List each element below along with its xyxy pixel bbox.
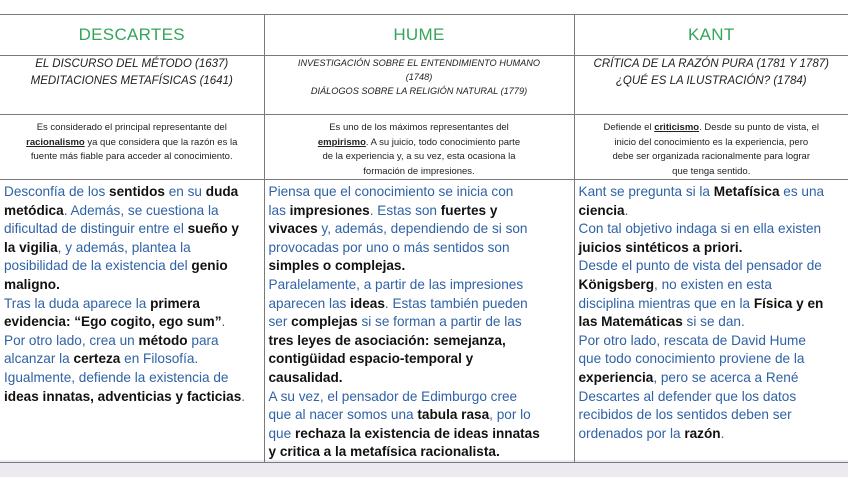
bold-phrase: Königsberg bbox=[578, 276, 655, 292]
bold-phrase: tres leyes de asociación: semejanza, bbox=[268, 332, 506, 348]
details-cell-kant bbox=[574, 180, 848, 463]
text-line: metódica. Además, se cuestiona la bbox=[4, 202, 219, 218]
bold-phrase: Física y en bbox=[753, 295, 824, 311]
text-line: inicio del conocimiento es la experiencia, pero bbox=[614, 136, 809, 148]
text-line: Descartes al defender que los datos bbox=[578, 388, 797, 404]
bold-phrase: genio bbox=[191, 258, 228, 274]
works-list bbox=[575, 56, 848, 90]
work-title: MEDITACIONES METAFÍSICAS (1641) bbox=[30, 75, 233, 87]
text-line: experiencia, pero se acerca a René bbox=[578, 369, 799, 385]
text-line bbox=[269, 350, 574, 369]
text-line: Es considerado el principal representante del bbox=[36, 122, 227, 133]
author-cell-kant bbox=[574, 15, 848, 56]
bold-phrase: tabula rasa bbox=[417, 407, 490, 423]
text-line: Es uno de los máximos representantes del bbox=[329, 122, 509, 133]
text-line: racionalismo ya que considera que la razón es la bbox=[26, 136, 238, 148]
details-cell-descartes bbox=[0, 180, 264, 463]
bold-phrase: certeza bbox=[73, 351, 121, 367]
text-line: Por otro lado, rescata de David Hume bbox=[578, 332, 806, 348]
summary-cell-descartes bbox=[0, 115, 264, 180]
text-line bbox=[269, 443, 574, 462]
key-term: empirismo bbox=[317, 136, 366, 148]
bold-phrase: contigüidad espacio-temporal y bbox=[268, 351, 474, 367]
text-line: las Matemáticas si se dan. bbox=[578, 314, 745, 330]
work-title: ¿QUÉ ES LA ILUSTRACIÓN? (1784) bbox=[615, 75, 807, 87]
text-line bbox=[579, 239, 848, 258]
text-line: ser complejas si se forman a partir de las bbox=[268, 314, 522, 330]
text-line bbox=[269, 332, 574, 351]
bold-phrase: vivaces bbox=[268, 221, 318, 237]
author-name: KANT bbox=[687, 25, 735, 44]
summary-text bbox=[0, 115, 264, 165]
text-line: ciencia. bbox=[578, 202, 629, 218]
works-cell-hume bbox=[264, 56, 574, 115]
bold-phrase: primera bbox=[150, 295, 200, 311]
text-line: disciplina mientras que en la Física y en bbox=[578, 295, 824, 311]
text-line: que todo conocimiento proviene de la bbox=[578, 351, 805, 367]
text-line: formación de impresiones. bbox=[363, 165, 475, 177]
summary-cell-kant bbox=[574, 115, 848, 180]
text-line: provocadas por uno o más sentidos son bbox=[268, 239, 510, 255]
text-line bbox=[269, 369, 574, 388]
text-line: de la experiencia y, a su vez, esta ocasiona la bbox=[322, 151, 516, 162]
bold-phrase: metódica bbox=[4, 202, 64, 218]
text-line: ordenados por la razón. bbox=[578, 425, 725, 441]
bold-phrase: ideas bbox=[350, 295, 385, 311]
text-line: que tenga sentido. bbox=[672, 165, 751, 177]
summary-text bbox=[265, 115, 574, 179]
author-cell-hume bbox=[264, 15, 574, 56]
bold-phrase: impresiones bbox=[289, 202, 370, 218]
details-text bbox=[0, 180, 264, 406]
key-term: criticismo bbox=[654, 122, 700, 133]
bold-phrase: experiencia bbox=[578, 369, 654, 385]
text-line: posibilidad de la existencia del genio bbox=[4, 258, 228, 274]
work-year: (1748) bbox=[405, 72, 433, 82]
text-line: recibidos de los sentidos deben ser bbox=[578, 407, 792, 423]
works-cell-descartes bbox=[0, 56, 264, 115]
authors-row bbox=[0, 15, 848, 56]
text-line: empirismo. A su juicio, todo conocimiento parte bbox=[317, 136, 521, 148]
details-text bbox=[575, 180, 848, 443]
text-line: Königsberg, no existen en esta bbox=[578, 276, 772, 292]
text-line: Igualmente, defiende la existencia de bbox=[4, 369, 229, 385]
details-cell-hume bbox=[264, 180, 574, 463]
bold-phrase: método bbox=[138, 332, 188, 348]
works-row bbox=[0, 56, 848, 115]
text-line: Con tal objetivo indaga si en ella existen bbox=[578, 221, 822, 237]
bold-phrase: causalidad. bbox=[268, 369, 343, 385]
text-line: A su vez, el pensador de Edimburgo cree bbox=[268, 388, 518, 404]
bold-phrase: maligno. bbox=[4, 276, 60, 292]
bold-phrase: simples o complejas. bbox=[268, 258, 406, 274]
text-line: que al nacer somos una tabula rasa, por lo bbox=[268, 407, 531, 423]
work-title: CRÍTICA DE LA RAZÓN PURA (1781 Y 1787) bbox=[593, 58, 829, 70]
bold-phrase: y critica a la metafísica racionalista. bbox=[268, 444, 500, 460]
works-cell-kant bbox=[574, 56, 848, 115]
text-line: Kant se pregunta si la Metafísica es una bbox=[578, 184, 825, 199]
bold-phrase: juicios sintéticos a priori. bbox=[578, 239, 743, 255]
bold-phrase: rechaza la existencia de ideas innatas bbox=[294, 425, 540, 441]
text-line: Piensa que el conocimiento se inicia con bbox=[268, 184, 514, 199]
works-list bbox=[0, 56, 264, 90]
details-text bbox=[265, 180, 574, 462]
text-line: aparecen las ideas. Estas también pueden bbox=[268, 295, 528, 311]
works-list bbox=[265, 56, 574, 98]
bold-phrase: la vigilia bbox=[4, 239, 58, 255]
text-line bbox=[269, 257, 574, 276]
text-line: dificultad de distinguir entre el sueño y bbox=[4, 221, 239, 237]
philosophers-comparison-table bbox=[0, 14, 848, 463]
text-line: que rechaza la existencia de ideas innatas bbox=[268, 425, 540, 441]
text-line: las impresiones. Estas son fuertes y bbox=[268, 202, 498, 218]
work-title: DIÁLOGOS SOBRE LA RELIGIÓN NATURAL (1779) bbox=[310, 86, 528, 96]
text-line bbox=[4, 276, 264, 295]
details-row bbox=[0, 180, 848, 463]
text-line: la vigilia, y además, plantea la bbox=[4, 239, 191, 255]
work-title: INVESTIGACIÓN SOBRE EL ENTENDIMIENTO HUMANO bbox=[297, 58, 541, 68]
text-line: Paralelamente, a partir de las impresiones bbox=[268, 276, 524, 292]
bold-phrase: Metafísica bbox=[713, 184, 780, 199]
text-line: Por otro lado, crea un método para bbox=[4, 332, 219, 348]
author-cell-descartes bbox=[0, 15, 264, 56]
bold-phrase: ciencia bbox=[578, 202, 625, 218]
text-line: vivaces y, además, dependiendo de si son bbox=[268, 221, 528, 237]
summary-cell-hume bbox=[264, 115, 574, 180]
bold-phrase: sueño y bbox=[187, 221, 239, 237]
text-line: debe ser organizada racionalmente para lograr bbox=[612, 151, 810, 162]
text-line: ideas innatas, adventicias y facticias. bbox=[4, 388, 246, 404]
bold-phrase: fuertes y bbox=[440, 202, 498, 218]
text-line: evidencia: “Ego cogito, ego sum”. bbox=[4, 314, 226, 330]
key-term: racionalismo bbox=[26, 136, 85, 148]
text-line: Desconfía de los sentidos en su duda bbox=[4, 184, 239, 199]
bold-phrase: evidencia: “Ego cogito, ego sum” bbox=[4, 314, 222, 330]
text-line: Tras la duda aparece la primera bbox=[4, 295, 200, 311]
text-line: alcanzar la certeza en Filosofía. bbox=[4, 351, 199, 367]
bold-phrase: duda bbox=[205, 184, 239, 199]
text-line: fuente más fiable para acceder al conocimiento. bbox=[30, 151, 233, 162]
bold-phrase: razón bbox=[684, 425, 721, 441]
bold-phrase: complejas bbox=[291, 314, 358, 330]
text-line: Desde el punto de vista del pensador de bbox=[578, 258, 822, 274]
work-title: EL DISCURSO DEL MÉTODO (1637) bbox=[35, 58, 229, 70]
author-name: DESCARTES bbox=[78, 25, 185, 44]
summary-text bbox=[575, 115, 848, 179]
author-name: HUME bbox=[393, 25, 445, 44]
bold-phrase: las Matemáticas bbox=[578, 314, 683, 330]
summary-row bbox=[0, 115, 848, 180]
text-line: Defiende el criticismo. Desde su punto de vista, el bbox=[603, 122, 819, 133]
bold-phrase: sentidos bbox=[109, 184, 165, 199]
bold-phrase: ideas innatas, adventicias y facticias bbox=[4, 388, 242, 404]
